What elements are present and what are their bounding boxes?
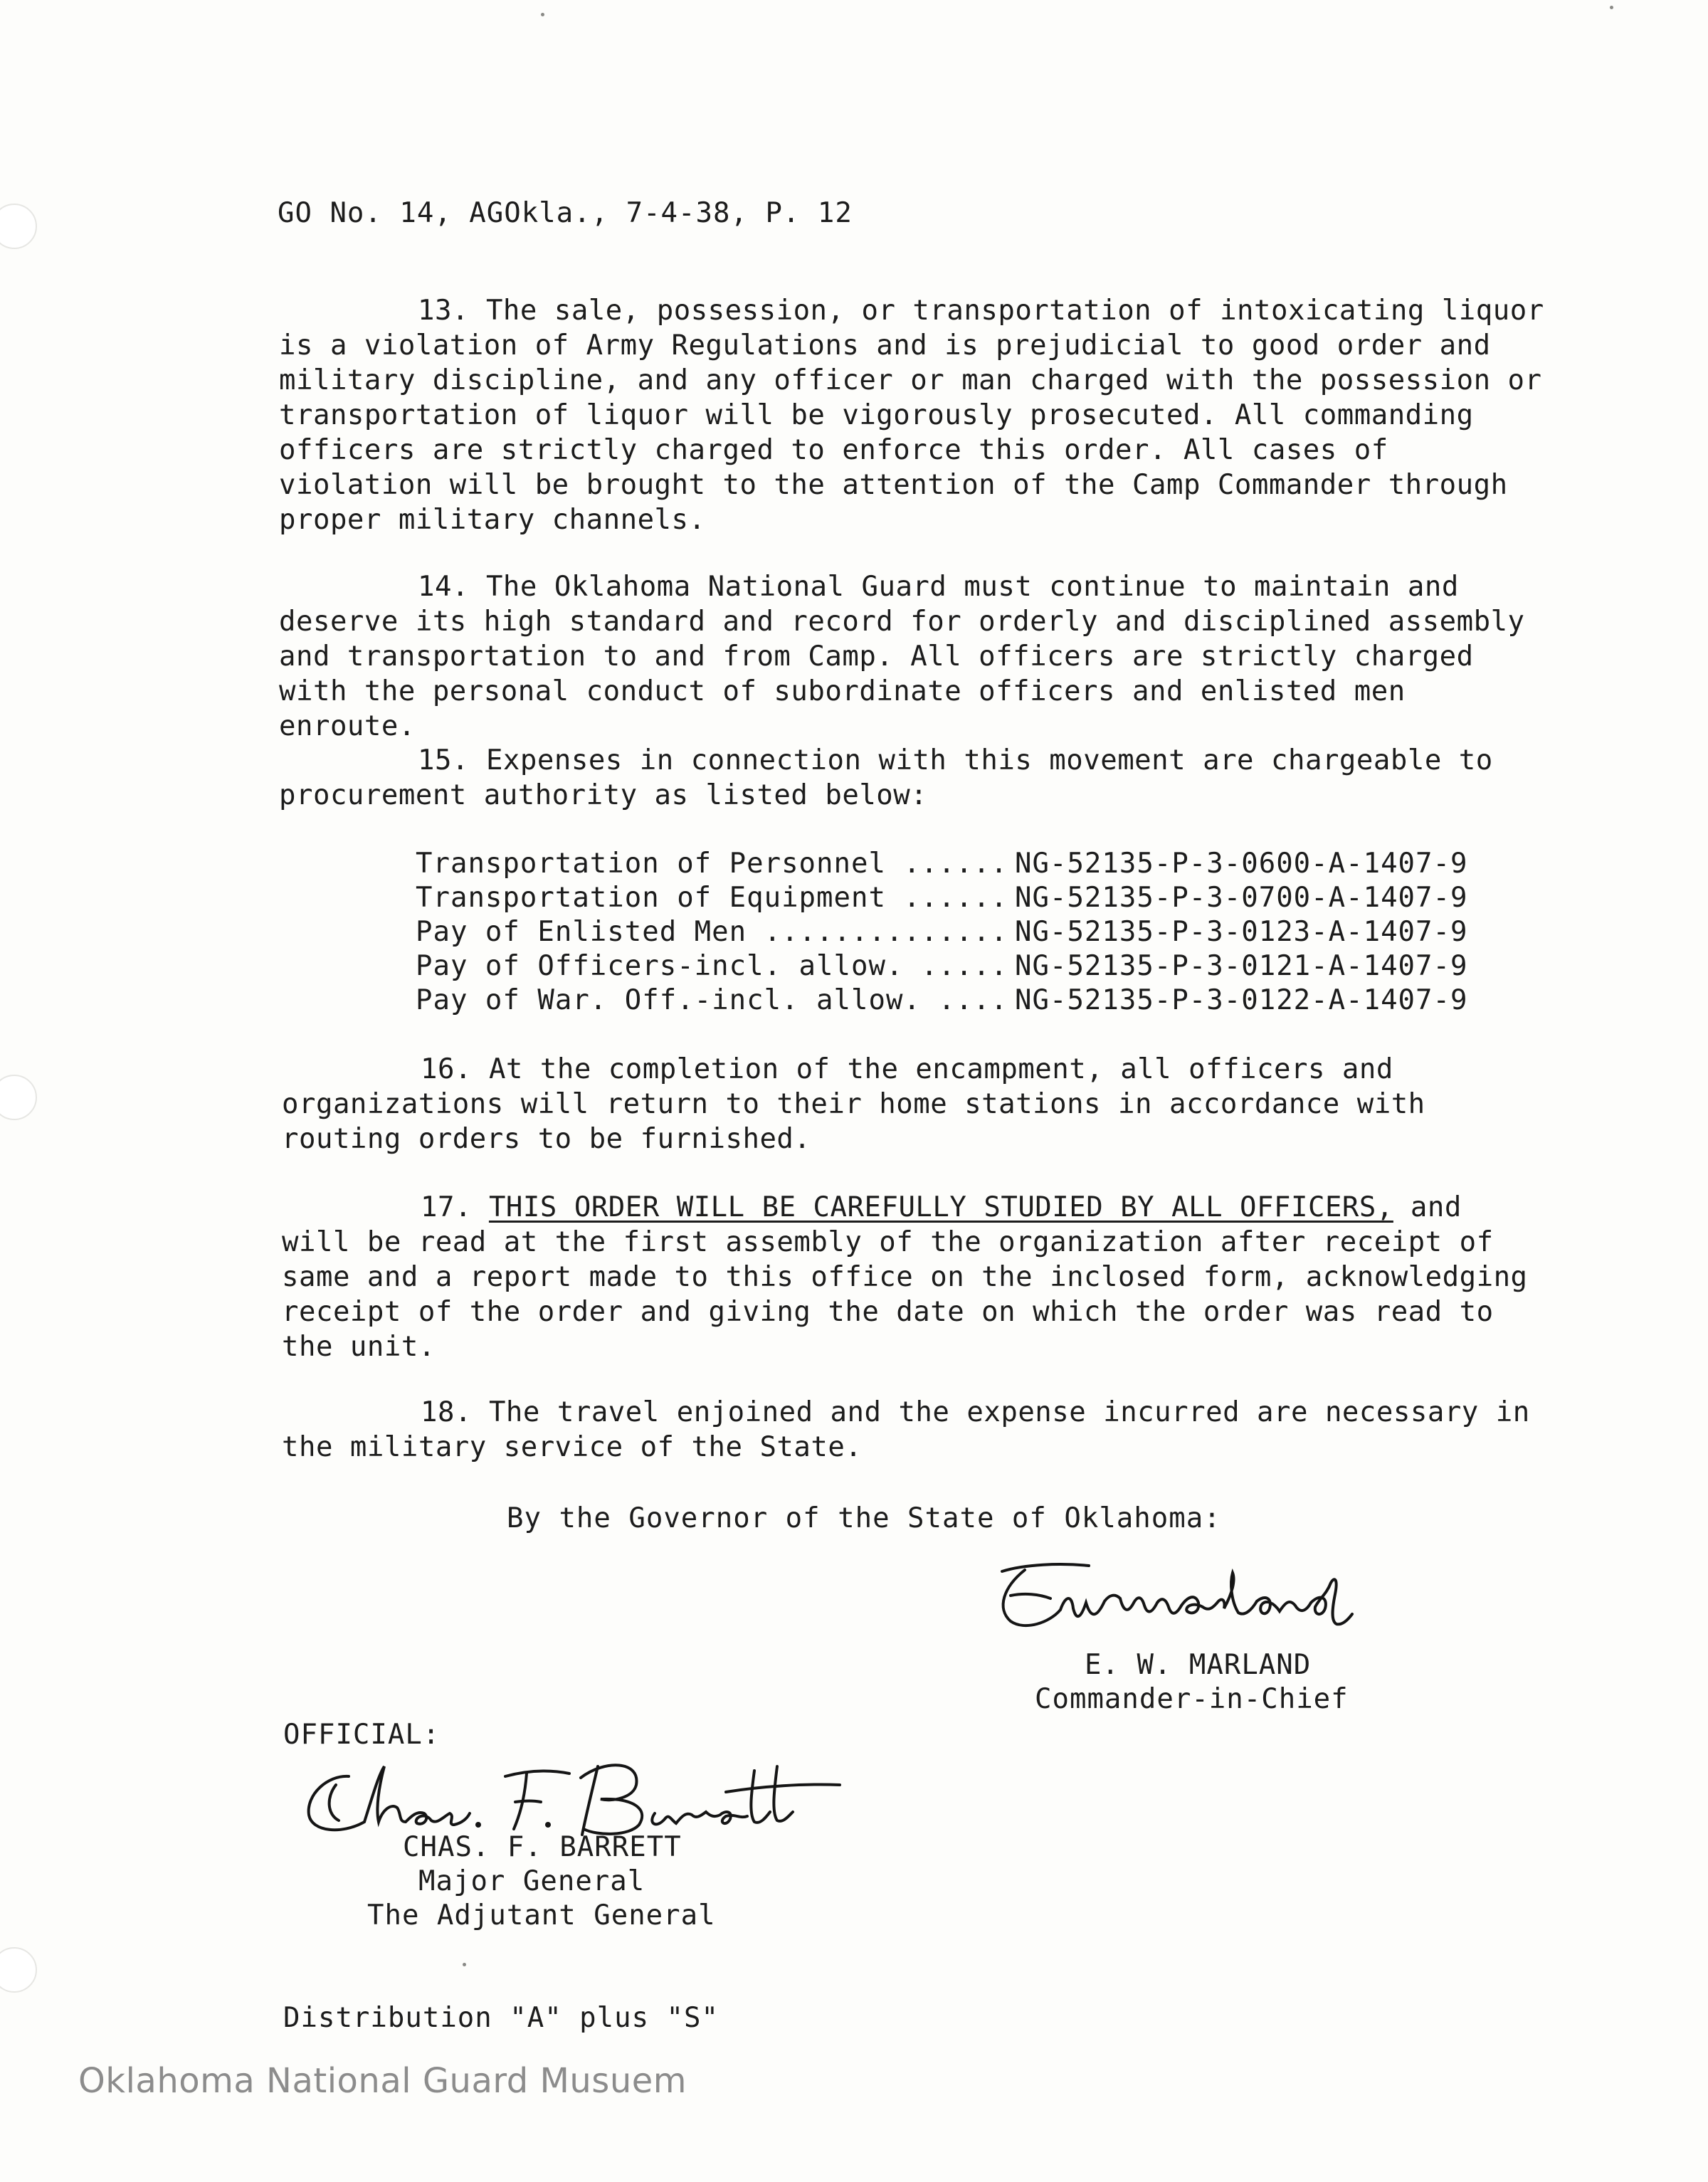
expense-row	[416, 847, 1008, 881]
expense-row	[416, 949, 1008, 984]
paragraph-15	[279, 743, 1546, 813]
punch-hole	[0, 1947, 37, 1993]
official-name: CHAS. F. BARRETT	[403, 1831, 682, 1863]
museum-watermark: Oklahoma National Guard Musuem	[78, 2061, 687, 2101]
document-header: GO No. 14, AGOkla., 7-4-38, P. 12	[278, 197, 853, 229]
expense-leader: ......	[903, 882, 1008, 914]
expense-code: NG-52135-P-3-0600-A-1407-9	[1015, 848, 1468, 880]
paragraph-text: The sale, possession, or transportation of intoxicating liquor is a violation of Army Regulations and is prejudicial to good order and military discipline, and any officer or man charged with the possession or transportation of liquor will be vigorously prosecuted. All commanding officers are strictly charged to enforce this order. All cases of violation will be brought to the attention of the Camp Commander through proper military channels.	[279, 295, 1544, 536]
paragraph-18	[282, 1395, 1546, 1465]
governor-name: E. W. MARLAND	[1085, 1649, 1312, 1681]
punch-hole	[0, 1075, 37, 1120]
distribution-line: Distribution "A" plus "S"	[283, 2002, 719, 2034]
expense-code: NG-52135-P-3-0700-A-1407-9	[1015, 882, 1468, 914]
paper-speck	[463, 1963, 466, 1966]
punch-hole	[0, 204, 37, 249]
official-label: OFFICIAL:	[283, 1719, 441, 1751]
paragraph-text: At the completion of the encampment, all officers and organizations will return to their home stations in accordance with routing orders to be furnished.	[282, 1053, 1425, 1155]
paragraph-text: The Oklahoma National Guard must continue to maintain and deserve its high standard and record for orderly and disciplined assembly and transportation to and from Camp. All officers are strictly charged with the personal conduct of subordinate officers and enlisted men enroute.	[279, 571, 1525, 742]
expense-item: Pay of Officers-incl. allow.	[416, 950, 904, 982]
expense-row	[416, 881, 1008, 915]
paragraph-number: 14.	[418, 571, 469, 603]
paper-speck	[1610, 6, 1613, 9]
paragraph-text: and will be read at the first assembly of the organization after receipt of same and a report made to this office on the inclosed form, acknowledging receipt of the order and giving the date on which the order was read to the unit.	[282, 1191, 1528, 1363]
expense-item: Transportation of Equipment	[416, 882, 886, 914]
governor-signature	[982, 1551, 1366, 1658]
expense-leader: .....	[920, 950, 1008, 982]
expense-leader: ......	[903, 848, 1008, 880]
expense-code: NG-52135-P-3-0122-A-1407-9	[1015, 984, 1468, 1016]
expense-item: Pay of Enlisted Men	[416, 916, 747, 948]
paragraph-13	[279, 293, 1546, 537]
expense-code: NG-52135-P-3-0123-A-1407-9	[1015, 916, 1468, 948]
expense-item: Pay of War. Off.-incl. allow.	[416, 984, 921, 1016]
expense-row	[416, 915, 1008, 949]
paragraph-number: 17.	[421, 1191, 472, 1223]
official-rank: Major General	[418, 1865, 645, 1897]
paragraph-17	[282, 1190, 1546, 1364]
expense-leader: ....	[938, 984, 1008, 1016]
expense-code: NG-52135-P-3-0121-A-1407-9	[1015, 950, 1468, 982]
paragraph-16	[282, 1052, 1546, 1156]
paragraph-number: 18.	[421, 1396, 472, 1428]
expense-row	[416, 984, 1008, 1018]
paper-speck	[541, 13, 544, 16]
paragraph-number: 16.	[421, 1053, 472, 1085]
paragraph-number: 13.	[418, 295, 469, 327]
governor-title: Commander-in-Chief	[1035, 1683, 1349, 1715]
paragraph-text: Expenses in connection with this movement are chargeable to procurement authority as listed below:	[279, 744, 1493, 811]
emphasized-instruction: THIS ORDER WILL BE CAREFULLY STUDIED BY ALL OFFICERS,	[488, 1191, 1393, 1223]
expense-item: Transportation of Personnel	[416, 848, 886, 880]
official-title: The Adjutant General	[367, 1899, 716, 1931]
paragraph-text: The travel enjoined and the expense incurred are necessary in the military service of the State.	[282, 1396, 1530, 1463]
authority-line: By the Governor of the State of Oklahoma:	[507, 1502, 1221, 1534]
paragraph-14	[279, 569, 1546, 744]
expense-leader: ..............	[764, 916, 1008, 948]
paragraph-number: 15.	[418, 744, 469, 776]
